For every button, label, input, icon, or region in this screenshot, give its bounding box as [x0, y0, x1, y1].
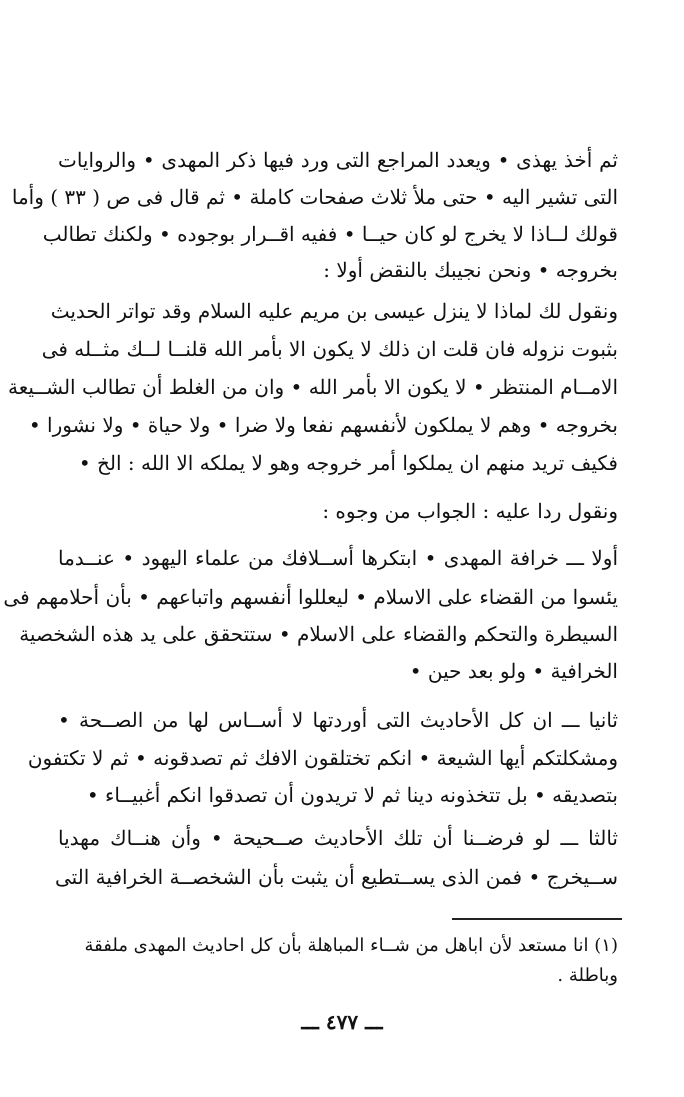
text-line: أولا ـــ خرافة المهدى • ابتكرها أســلافك من علماء اليهود • عنــدما: [58, 546, 618, 570]
text-line: بثبوت نزوله فان قلت ان ذلك لا يكون الا بأمر الله قلنــا لــك مثــله فى: [41, 337, 618, 361]
text-line: بخروجه • ونحن نجيبك بالنقض أولا :: [323, 258, 618, 282]
text-line: بخروجه • وهم لا يملكون لأنفسهم نفعا ولا ضرا • ولا حياة • ولا نشورا •: [28, 413, 618, 437]
text-line: ســيخرج • فمن الذى يســتطيع أن يثبت بأن الشخصــة الخرافية التى: [54, 865, 618, 889]
text-line: التى تشير اليه • حتى ملأ ثلاث صفحات كاملة • ثم قال فى ص ( ٣٣ ) وأما: [11, 185, 618, 209]
text-line: يئسوا من القضاء على الاسلام • ليعللوا أنفسهم واتباعهم • بأن أحلامهم فى: [3, 585, 618, 609]
footnote-line: (١) انا مستعد لأن اباهل من شــاء المباهلة بأن كل احاديث المهدى ملفقة: [84, 935, 618, 956]
footnote-line: وباطلة .: [557, 965, 618, 986]
text-line: ثانيا ـــ ان كل الأحاديث التى أوردتها لا أســاس لها من الصــحة •: [58, 708, 618, 732]
text-line: ومشكلتكم أيها الشيعة • انكم تختلقون الافك ثم تصدقونه • ثم لا تكتفون: [27, 746, 618, 770]
text-line: ونقول لك لماذا لا ينزل عيسى بن مريم عليه السلام وقد تواتر الحديث: [50, 299, 618, 323]
text-line: الامــام المنتظر • لا يكون الا بأمر الله • وان من الغلط أن تطالب الشــيعة: [8, 375, 618, 399]
text-line: قولك لــاذا لا يخرج لو كان حيــا • ففيه اقــرار بوجوده • ولكنك تطالب: [42, 222, 618, 246]
footnote-divider: [452, 918, 622, 920]
text-line: ثم أخذ يهذى • ويعدد المراجع التى ورد فيها ذكر المهدى • والروايات: [58, 148, 618, 172]
text-line: بتصديقه • بل تتخذونه دينا ثم لا تريدون أن تصدقوا انكم أغبيــاء •: [86, 783, 618, 807]
text-line: ثالثا ـــ لو فرضــنا أن تلك الأحاديث صــحيحة • وأن هنــاك مهديا: [58, 826, 618, 850]
text-line: ونقول ردا عليه : الجواب من وجوه :: [322, 499, 618, 523]
text-line: الخرافية • ولو بعد حين •: [409, 659, 618, 683]
text-line: فكيف تريد منهم ان يملكوا أمر خروجه وهو لا يملكه الا الله : الخ •: [78, 451, 618, 475]
page-number: ـــ ٤٧٧ ـــ: [301, 1010, 383, 1034]
text-line: السيطرة والتحكم والقضاء على الاسلام • ستتحقق على يد هذه الشخصية: [19, 622, 618, 646]
